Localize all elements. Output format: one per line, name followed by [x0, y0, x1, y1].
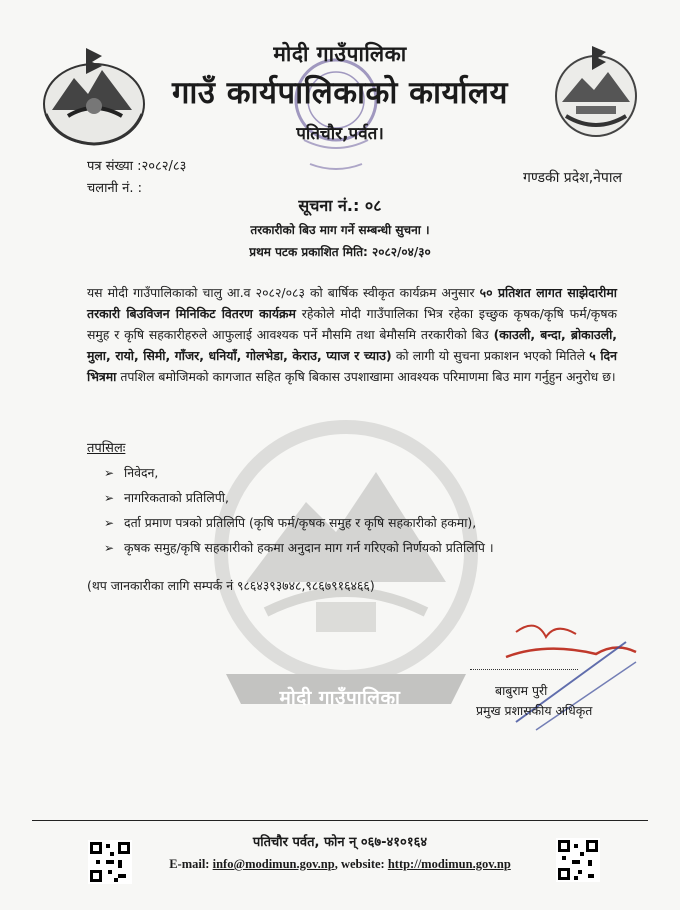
- dispatch-number: चलानी नं. :: [87, 181, 143, 196]
- tapasil-heading: तपसिलः: [87, 441, 126, 456]
- list-item: [104, 535, 624, 560]
- body-bold-2: (काउली, बन्दा, ब्रोकाउली, मुला, रायो, सिमी, गाँजर, धनियाँ, गोलभेडा, केराउ, प्याज र च्याउ): [87, 327, 618, 363]
- letter-number: पत्र संख्या :२०८२/८३: [87, 159, 187, 174]
- footer-address: पतिचौर पर्वत, फोन न् ०६७-४१०१६४: [252, 835, 428, 850]
- website-link[interactable]: http://modimun.gov.np: [387, 857, 511, 871]
- signature-line: [470, 669, 578, 670]
- list-item: [104, 460, 624, 485]
- notice-number: सूचना नं.: ०८: [298, 196, 382, 215]
- body-text-1: यस मोदी गाउँपालिकाको चालु आ.व २०८२/०८३ को बार्षिक स्वीकृत कार्यक्रम अनुसार: [87, 285, 480, 300]
- arrow-bullet-icon: ➢: [104, 515, 115, 530]
- notice-body: [87, 282, 617, 387]
- province-name: गण्डकी प्रदेश,नेपाल: [522, 170, 622, 186]
- footer-divider: [32, 820, 648, 821]
- municipality-name: मोदी गाउँपालिका: [273, 42, 407, 66]
- arrow-bullet-icon: ➢: [104, 465, 115, 480]
- list-item-text: नागरिकताको प्रतिलिपी,: [124, 490, 229, 505]
- office-address: पतिचौर,पर्वत।: [296, 124, 384, 144]
- watermark-banner-text: मोदी गाउँपालिका: [279, 687, 401, 709]
- website-label: , website:: [334, 857, 388, 871]
- body-text-3: को लागी यो सुचना प्रकाशन भएको मितिले: [391, 348, 590, 363]
- list-item-text: निवेदन,: [124, 465, 159, 480]
- list-item: [104, 485, 624, 510]
- footer-contact: [0, 857, 680, 872]
- body-bold-1: ५० प्रतिशत लागत साझेदारीमा तरकारी बिउविजन मिनिकिट वितरण कार्यक्रम: [87, 285, 617, 321]
- body-text-4: तपशिल बमोजिमको कागजात सहित कृषि बिकास उपशाखामा आवश्यक परिमाणमा बिउ माग गर्नुहुन अनुरोध छ।: [116, 369, 616, 384]
- email-link[interactable]: info@modimun.gov.np: [212, 857, 335, 871]
- tapasil-list: [104, 460, 624, 560]
- office-name: गाउँ कार्यपालिकाको कार्यालय: [171, 75, 509, 111]
- signatory-title: प्रमुख प्रशासकीय अधिकृत: [476, 703, 593, 718]
- signatory-name: बाबुराम पुरी: [495, 683, 548, 698]
- arrow-bullet-icon: ➢: [104, 490, 115, 505]
- watermark-emblem: [196, 412, 496, 712]
- notice-published-date: प्रथम पटक प्रकाशित मिति: २०८२/०४/३०: [249, 245, 431, 259]
- contact-note: (थप जानकारीका लागि सम्पर्क नं ९८६४३९३७४८,९८६७९१६४६६): [87, 578, 375, 593]
- list-item-text: दर्ता प्रमाण पत्रको प्रतिलिपि (कृषि फर्म/कृषक समुह र कृषि सहकारीको हकमा),: [124, 515, 477, 530]
- list-item-text: कृषक समुह/कृषि सहकारीको हकमा अनुदान माग गर्न गरिएको निर्णयको प्रतिलिपि ।: [124, 540, 494, 555]
- body-bold-3: ५ दिन भित्रमा: [87, 348, 617, 384]
- list-item: [104, 510, 624, 535]
- handwritten-signature: [486, 612, 646, 742]
- arrow-bullet-icon: ➢: [104, 540, 115, 555]
- notice-subject: तरकारीको बिउ माग गर्ने सम्बन्धी सुचना ।: [250, 223, 430, 237]
- body-text-2: रहेकोले मोदी गाउँपालिका भित्र रहेका इच्छुक कृषक/कृषि फर्म/कृषक समुह र कृषि सहकारीहरुले आफुलाई आवश्यक पर्ने मौसमि तथा बेमौसमि तरकारीको बिउ: [87, 306, 617, 342]
- email-label: E-mail:: [169, 857, 213, 871]
